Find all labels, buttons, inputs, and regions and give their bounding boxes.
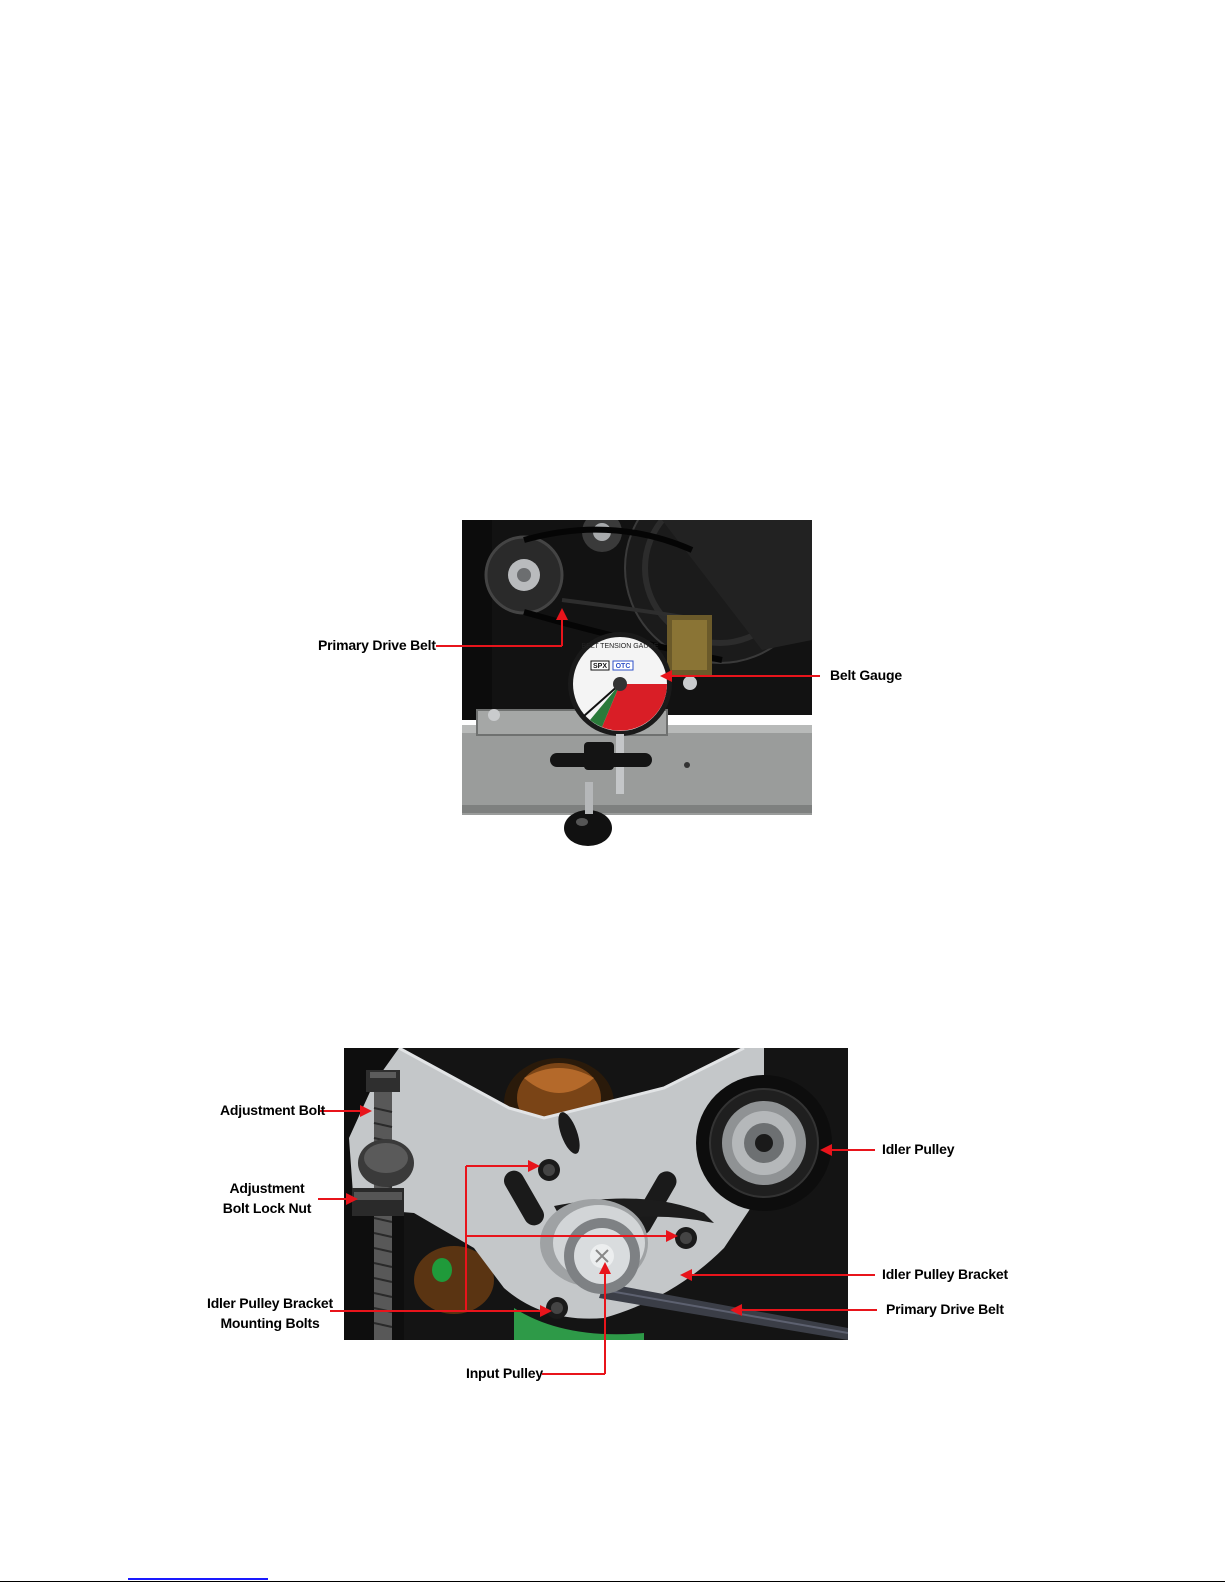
label-mounting-bolts-line2: Mounting Bolts [220, 1315, 320, 1331]
label-adjustment-bolt-lock-nut-line1: Adjustment [229, 1180, 305, 1196]
label-primary-drive-belt-fig2: Primary Drive Belt [886, 1301, 1004, 1317]
gauge-title-text: BELT TENSION GAUGE [581, 643, 659, 650]
label-idler-pulley-bracket-mounting-bolts [205, 1293, 335, 1333]
label-idler-pulley-bracket: Idler Pulley Bracket [882, 1266, 1008, 1282]
label-adjustment-bolt-lock-nut [212, 1178, 322, 1218]
label-adjustment-bolt-lock-nut-line2: Bolt Lock Nut [222, 1200, 312, 1216]
gauge-brand-otc: OTC [615, 663, 631, 670]
label-input-pulley: Input Pulley [466, 1365, 543, 1381]
gauge-brand-spx: SPX [592, 663, 608, 670]
label-mounting-bolts-line1: Idler Pulley Bracket [207, 1295, 333, 1311]
label-adjustment-bolt: Adjustment Bolt [220, 1102, 326, 1118]
label-idler-pulley: Idler Pulley [882, 1141, 955, 1157]
belt-gauge-photo [462, 520, 812, 870]
footer-link-underline[interactable] [128, 1578, 268, 1580]
footer-rule [0, 1581, 1225, 1582]
idler-pulley-photo [344, 1048, 848, 1340]
label-primary-drive-belt-fig1: Primary Drive Belt [318, 637, 436, 653]
label-belt-gauge: Belt Gauge [830, 667, 902, 683]
